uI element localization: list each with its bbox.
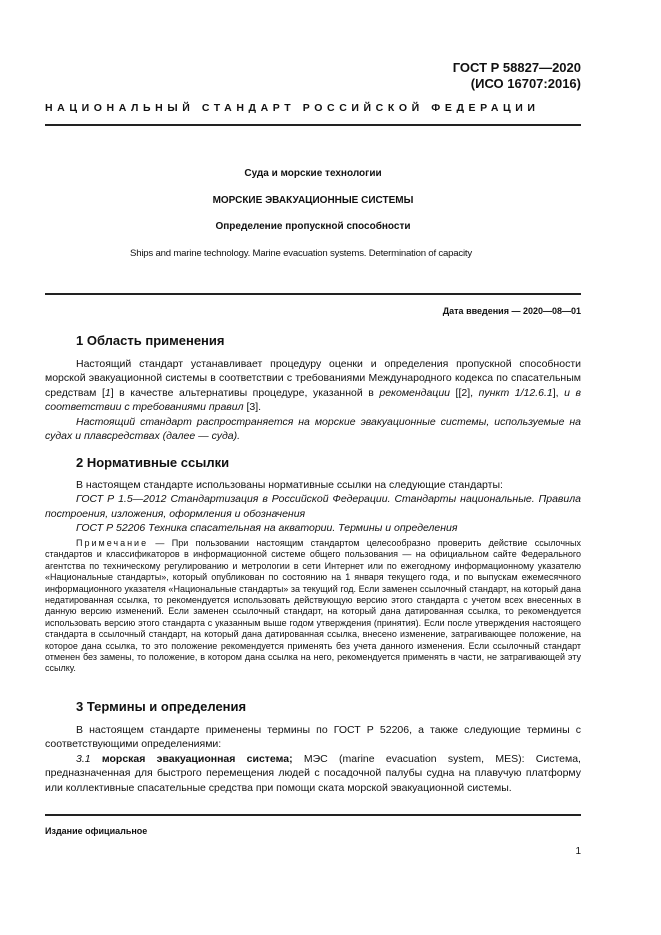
reference-gost-52206: ГОСТ Р 52206 Техника спасательная на акватории. Термины и определения [76,522,458,535]
section-2-body [45,478,581,536]
section-1-paragraph-1: Настоящий стандарт устанавливает процедуру оценки и определения пропускной способности морской эвакуационной системы в соответствии с требованиями Международного кодекса по спасательным средствам [1] в качестве альтернативы процедуре, указанной в рекомендации [[2], пункт 1/12.6.1], и в соответствии с требованиями правил [3]. [45,358,581,414]
header-rule [45,124,581,126]
introduction-date: Дата введения — 2020—08—01 [442,306,581,316]
iso-number: (ИСО 16707:2016) [470,76,581,91]
section-2-intro: В настоящем стандарте использованы нормативные ссылки на следующие стандарты: [76,479,503,491]
title-main: МОРСКИЕ ЭВАКУАЦИОННЫЕ СИСТЕМЫ [212,195,414,206]
section-1-body [45,357,581,443]
national-standard-banner: НАЦИОНАЛЬНЫЙ СТАНДАРТ РОССИЙСКОЙ ФЕДЕРАЦИИ [45,102,540,114]
document-designation [453,60,581,92]
section-3-heading: 3 Термины и определения [76,699,247,714]
term-definition: МЭС (marine evacuation system, MES): Система, предназначенная для быстрого перемещения людей с посадочной палубы судна на плавучую платформу или коллективные спасательные средства при помощи ската морской эвакуационной системы. [45,752,581,794]
title-rule [45,293,581,295]
title-group: Суда и морские технологии [244,168,382,179]
reference-gost-1-5: ГОСТ Р 1.5—2012 Стандартизация в Российской Федерации. Стандарты национальные. Правила построения, изложения, оформления и обозначения [45,493,581,520]
footer-rule [45,814,581,816]
term-name: морская эвакуационная система; [101,752,293,765]
note-label: Примечание [76,538,149,548]
title-english: Ships and marine technology. Marine evacuation systems. Determination of capacity [130,248,472,259]
section-3-body [45,723,581,795]
gost-number: ГОСТ Р 58827—2020 [452,60,581,75]
section-2-heading: 2 Нормативные ссылки [76,455,230,470]
edition-label: Издание официальное [45,826,148,836]
section-2-note [45,538,581,675]
term-3-1 [45,752,581,795]
term-number: 3.1 [76,752,91,765]
section-1-paragraph-2: Настоящий стандарт распространяется на морские эвакуационные системы, используемые на судах и плавсредствах (далее — суда). [45,415,581,443]
note-text: — При пользовании настоящим стандартом целесообразно проверить действие ссылочных стандартов и классификаторов в информационной системе общего пользования — на официальном сайте Федерального агентства по техническому регулированию и метрологии в сети Интернет или по ежегодному информационному указателю «Национальные стандарты», который опубликован по состоянию на 1 января текущего года, и по выпускам ежемесячного информационного указателя «Национальные стандарты» за текущий год. Если заменен ссылочный стандарт, на который дана недатированная ссылка, то рекомендуется использовать действующую версию этого стандарта с учетом всех внесенных в данную версию изменений. Если заменен ссылочный стандарт, на который дана датированная ссылка, то рекомендуется использовать версию этого стандарта с указанным выше годом утверждения (принятия). Если после утверждения настоящего стандарта в ссылочный стандарт, на который дана датированная ссылка, внесено изменение, затрагивающее положение, на которое дана ссылка, то это положение рекомендуется применять без учета данного изменения. Если ссылочный стандарт отменен без замены, то положение, в котором дана ссылка на него, рекомендуется применять в части, не затрагивающей эту ссылку. [45,538,581,674]
page-number: 1 [575,846,581,857]
title-sub: Определение пропускной способности [215,221,411,232]
section-1-heading: 1 Область применения [76,333,225,348]
section-3-intro: В настоящем стандарте применены термины по ГОСТ Р 52206, а также следующие термины с соответствующими определениями: [45,724,581,751]
